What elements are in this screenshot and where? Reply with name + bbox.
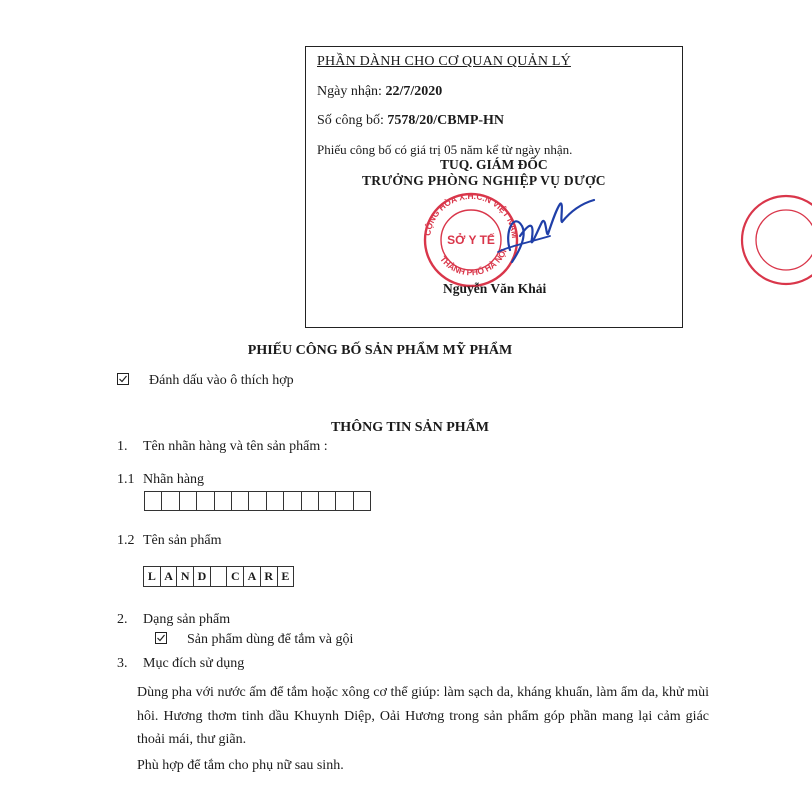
item-3-label: Mục đích sử dụng	[143, 656, 245, 671]
product-name-cell: R	[260, 566, 278, 587]
signer-name: Nguyễn Văn Khải	[443, 281, 547, 296]
brand-name-cell	[283, 491, 301, 511]
product-name-cell: E	[277, 566, 295, 587]
item-1-2	[117, 533, 222, 549]
product-name-cell: N	[176, 566, 194, 587]
brand-name-cell	[266, 491, 284, 511]
checkbox-instruction-text: Đánh dấu vào ô thích hợp	[149, 373, 294, 388]
item-1-2-label: Tên sản phẩm	[143, 533, 222, 548]
item-1-1-label: Nhãn hàng	[143, 472, 205, 487]
item-2-number: 2.	[117, 612, 128, 627]
checked-box-icon	[155, 632, 167, 644]
brand-name-cell	[248, 491, 266, 511]
received-date-value: 22/7/2020	[385, 84, 443, 99]
partial-stamp-right	[738, 188, 812, 288]
brand-name-cell	[335, 491, 353, 511]
handwritten-signature	[470, 192, 600, 272]
validity-note: Phiếu công bố có giá trị 05 năm kể từ ngày nhận.	[317, 142, 573, 157]
announcement-number-value: 7578/20/CBMP-HN	[387, 113, 505, 128]
item-1-1	[117, 472, 204, 488]
product-name-grid	[143, 566, 293, 587]
item-2-label: Dạng sản phẩm	[143, 612, 231, 627]
item-3	[117, 656, 244, 672]
item-2-option-text: Sản phẩm dùng để tắm và gội	[187, 632, 354, 647]
announcement-number-label: Số công bố:	[317, 113, 384, 128]
form-title: PHIẾU CÔNG BỐ SẢN PHẨM MỸ PHẨM	[247, 343, 513, 358]
product-name-cell: D	[193, 566, 211, 587]
received-date-line	[317, 84, 442, 100]
item-2-option	[155, 632, 353, 648]
item-3-number: 3.	[117, 656, 128, 671]
product-name-cell: A	[243, 566, 261, 587]
checkbox-instruction	[117, 373, 294, 389]
item-1-label: Tên nhãn hàng và tên sản phẩm :	[143, 439, 328, 454]
purpose-paragraph: Dùng pha với nước ấm để tắm hoặc xông cơ thể giúp: làm sạch da, kháng khuẩn, làm ẩm da, khử mùi hôi. Hương thơm tinh dầu Khuynh Diệp, Oải Hương trong sản phẩm góp phần mang lại cảm giác thoải mái, thư giãn.	[137, 685, 709, 747]
brand-name-cell	[161, 491, 179, 511]
item-1	[117, 439, 328, 455]
admin-heading: PHẦN DÀNH CHO CƠ QUAN QUẢN LÝ	[317, 54, 571, 69]
brand-name-cell	[214, 491, 232, 511]
item-1-number: 1.	[117, 439, 128, 454]
signatory-title-1: TUQ. GIÁM ĐỐC	[440, 157, 548, 172]
product-name-cell: A	[160, 566, 178, 587]
product-name-cell	[210, 566, 228, 587]
item-2	[117, 612, 230, 628]
suitability-paragraph: Phù hợp để tắm cho phụ nữ sau sinh.	[137, 758, 344, 773]
brand-name-cell	[353, 491, 371, 511]
stamp-ring-bottom-text: THÀNH PHỐ HÀ NỘI	[438, 247, 509, 278]
received-date-label: Ngày nhận:	[317, 84, 382, 99]
item-1-2-number: 1.2	[117, 533, 135, 548]
brand-name-cell	[196, 491, 214, 511]
section-title: THÔNG TIN SẢN PHẨM	[330, 420, 490, 435]
item-1-1-number: 1.1	[117, 472, 135, 487]
checked-box-icon	[117, 373, 129, 385]
signatory-title-2: TRƯỞNG PHÒNG NGHIỆP VỤ DƯỢC	[362, 173, 606, 188]
brand-name-cell	[231, 491, 249, 511]
brand-name-cell	[318, 491, 336, 511]
announcement-number-line	[317, 113, 504, 129]
brand-name-cell	[144, 491, 162, 511]
stamp-center-text: SỞ Y TẾ	[447, 233, 495, 247]
product-name-cell: L	[143, 566, 161, 587]
brand-name-grid	[144, 491, 370, 511]
brand-name-cell	[179, 491, 197, 511]
stamp-ring-top-text: CỘNG HÒA X.H.C.N VIỆT NAM	[422, 190, 521, 239]
brand-name-cell	[301, 491, 319, 511]
product-name-cell: C	[226, 566, 244, 587]
